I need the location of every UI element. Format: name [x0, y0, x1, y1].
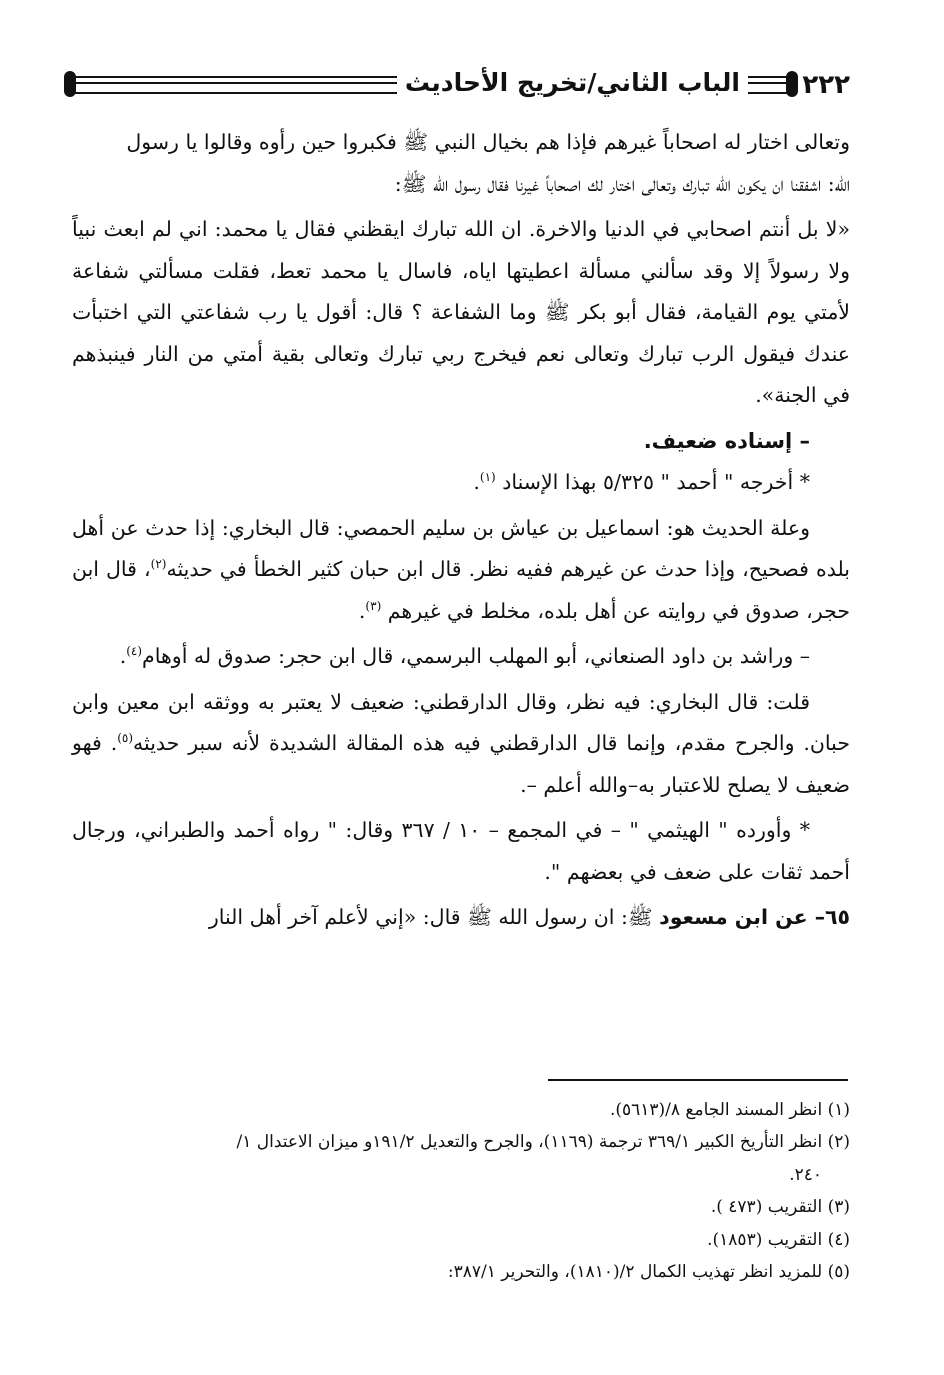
- chapter-title: الباب الثاني/تخريج الأحاديث: [397, 66, 748, 100]
- rashid-paragraph: [72, 636, 850, 678]
- footnote-2: (٢) انظر التأريخ الكبير ٣٦٩/١ ترجمة (١١٦٩)، والجرح والتعديل ١٩١/٢و ميزان الاعتدال ١/: [236, 1132, 850, 1153]
- footnote-3: (٣) التقريب (٤٧٣ ).: [710, 1197, 850, 1218]
- header-rule-left: [72, 76, 400, 94]
- footnote-1: (١) انظر المسند الجامع ٨/(٥٦١٣).: [609, 1100, 850, 1120]
- main-text: [72, 122, 850, 939]
- takhrij-end: .: [473, 470, 480, 494]
- hadith-65-start: [72, 897, 850, 939]
- footnote-ref-2[interactable]: (٢): [150, 557, 167, 572]
- rashid-text: – وراشد بن داود الصنعاني، أبو المهلب البرسمي، قال ابن حجر: صدوق له أوهام: [142, 644, 810, 668]
- illa-text-b: ، قال ابن حجر، صدوق في روايته عن أهل بلده، مخلط في غيرهم: [72, 557, 850, 623]
- takhrij-text: * أخرجه " أحمد " ٥/٣٢٥ بهذا الإسناد: [502, 470, 810, 494]
- qult-text-b: . فهو ضعيف لا يصلح للاعتبار به–والله أعلم –.: [72, 731, 850, 797]
- illa-text-c: .: [358, 598, 366, 623]
- hadith-65-text: ﷺ: ان رسول الله ﷺ قال: «إني لأعلم آخر أهل النار: [208, 905, 660, 929]
- footnote-ref-1[interactable]: (١): [479, 470, 496, 485]
- rashid-end: .: [119, 644, 127, 668]
- footnote-4: (٤) التقريب (١٨٥٣).: [707, 1229, 850, 1250]
- isnad-grade: – إسناده ضعيف.: [643, 428, 810, 453]
- header-rule-right: [742, 76, 792, 94]
- footnote-ref-5[interactable]: (٥): [117, 731, 134, 746]
- page-header: [64, 60, 850, 110]
- paragraph-continuation-line-1: وتعالى اختار له اصحاباً غيرهم فإذا هم بخيال النبي ﷺ فكبروا حين رأوه وقالوا يا رسول: [126, 130, 850, 154]
- illa-paragraph: [72, 508, 850, 633]
- qult-text-a: قلت: قال البخاري: فيه نظر، وقال الدارقطني: ضعيف لا يعتبر به ووثقه ابن معين وابن حبان. والجرح مقدم، وإنما قال الدارقطني فيه هذه المقالة الشديدة لأنه سبر حديثه: [72, 689, 850, 755]
- hadith-65-heading: ٦٥– عن ابن مسعود: [659, 905, 850, 929]
- footnote-ref-3[interactable]: (٣): [365, 598, 382, 613]
- paragraph-continuation-line-2: الله: اشفقنا ان يكون الله تبارك وتعالى اختار لك اصحاباً غيرنا فقال رسول الله ﷺ:: [394, 171, 850, 196]
- hadith-quote: «لا بل أنتم اصحابي في الدنيا والاخرة. ان الله تبارك ايقظني فقال يا محمد: اني لم ابعث نبياً ولا رسولاً إلا وقد سألني مسألة اعطيتها اياه، فاسال يا محمد تعط، فقلت مسألتي شفاعة لأمتي يوم القيامة، فقال أبو بكر ﷺ وما الشفاعة ؟ قال: أقول يا رب شفاعتي التي اختبأت عندك فيقول الرب تبارك وتعالى نعم فيخرج ربي تبارك وتعالى بقية أمتي من النار فينبذهم في الجنة».: [72, 217, 850, 407]
- awrada-paragraph: * وأورده " الهيثمي " – في المجمع – ١٠ / ٣٦٧ وقال: " رواه أحمد والطبراني، ورجال أحمد ثقات على ضعف في بعضهم ".: [72, 818, 850, 884]
- qult-paragraph: [72, 682, 850, 807]
- footnotes: [72, 1094, 850, 1288]
- footnote-separator: [548, 1079, 848, 1081]
- footnote-ref-4[interactable]: (٤): [126, 644, 143, 659]
- page-number: ٢٢٢: [802, 70, 850, 100]
- footnote-2-continuation: ٢٤٠.: [789, 1164, 822, 1185]
- footnote-5: (٥) للمزيد انظر تهذيب الكمال ٢/(١٨١٠)، والتحرير ٣٨٧/١:: [447, 1262, 850, 1283]
- header-ornament-left: [64, 71, 76, 97]
- takhrij-line: [72, 462, 850, 504]
- illa-text-a: وعلة الحديث هو: اسماعيل بن عياش بن سليم الحمصي: قال البخاري: إذا حدث عن أهل بلده فصحيح، وإذا حدث عن غيرهم ففيه نظر. قال ابن حبان كثير الخطأ في حديثه: [72, 515, 850, 581]
